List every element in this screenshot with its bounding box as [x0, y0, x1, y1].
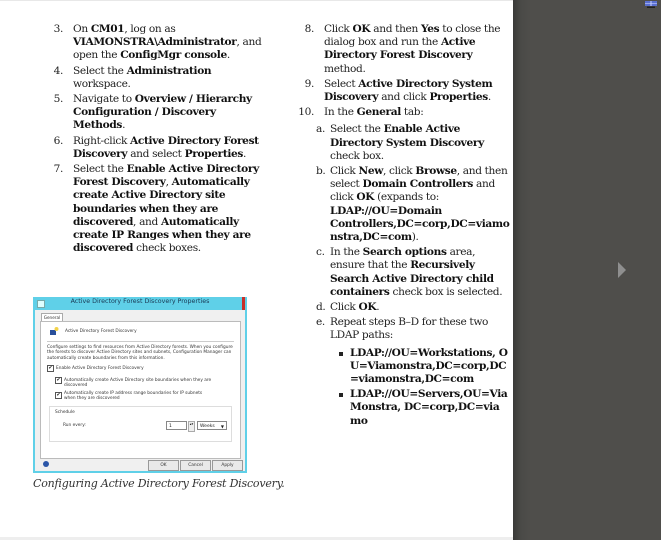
text: and then: [370, 23, 421, 35]
text: area, ensure that the: [330, 246, 476, 272]
text: .: [243, 147, 247, 160]
dialog-screenshot-figure: [33, 297, 247, 473]
text: (expands to:: [374, 191, 439, 204]
run-every-stepper: ▴▾: [188, 421, 195, 432]
step-number: 8.: [304, 23, 314, 35]
dialog-title-bar: [33, 297, 247, 310]
sub-step-letter: c.: [316, 246, 325, 259]
sub-step-item: [300, 246, 510, 299]
chevron-down-icon: ▼: [220, 424, 224, 429]
bold-text: Active Directory Forest Discovery: [324, 36, 476, 62]
text: .: [122, 119, 126, 132]
left-column-steps: [41, 23, 267, 257]
step-item: [41, 163, 267, 255]
text: check boxes.: [133, 242, 201, 255]
text: , and: [133, 215, 161, 228]
text: Navigate to: [73, 93, 135, 106]
ok-button: OK: [148, 460, 179, 471]
step-item: [282, 78, 510, 104]
bold-text: New: [358, 165, 384, 178]
divider: [47, 341, 234, 342]
bold-text: Enable Active Directory Forest Discovery: [73, 163, 259, 189]
step-number: 10.: [298, 106, 314, 119]
step-item: [41, 135, 267, 161]
step-item: [41, 65, 267, 91]
text: , click: [383, 165, 416, 178]
bold-text: Recursively Search Active Directory child containers: [330, 259, 494, 298]
sub-step-letter: d.: [316, 301, 326, 314]
ip-ranges-label: Automatically create IP address range boundaries for IP subnets when they are discovered: [64, 391, 203, 402]
site-boundaries-label: Automatically create Active Directory site boundaries when they are discovered: [64, 378, 212, 389]
text: and select: [127, 147, 185, 160]
bold-text: OK: [352, 23, 371, 35]
text: check box is selected.: [389, 285, 503, 298]
step-number: 5.: [53, 93, 63, 106]
text: to close the dialog box and run the: [324, 23, 501, 49]
help-icon: [43, 461, 49, 467]
text: Click: [330, 301, 359, 314]
text: Click: [324, 23, 353, 35]
dialog-body: [40, 321, 241, 459]
text: Repeat steps B–D for these two LDAP paths:: [330, 316, 489, 342]
dialog-description: Configure settings to find resources from Active Directory forests. When you configure the forests to discover Active Directory sites and subnets, Configuration Manager can automatically create boundaries from this information.: [47, 345, 233, 361]
text: and click: [378, 91, 430, 104]
ldap-path-list: [282, 347, 510, 428]
text: .: [226, 49, 230, 62]
text: method.: [324, 62, 366, 75]
bold-text: Browse: [415, 165, 457, 178]
apply-button: Apply: [212, 460, 243, 471]
bold-text: LDAP://OU=Domain Controllers,DC=corp,DC=viamonstra,DC=com: [330, 204, 510, 244]
dialog-heading: Active Directory Forest Discovery: [65, 329, 137, 334]
text: and click: [330, 178, 495, 204]
bold-text: Active Directory System Discovery: [324, 77, 493, 104]
view-mode-icon[interactable]: [645, 1, 657, 8]
bold-text: OK: [358, 301, 377, 314]
text: Select the: [73, 64, 127, 77]
text: .: [487, 91, 491, 104]
bold-text: Yes: [420, 23, 440, 35]
bold-text: ConfigMgr console: [120, 49, 227, 62]
schedule-group: [49, 406, 232, 442]
reader-side-panel: [513, 0, 661, 540]
text: .: [376, 301, 380, 314]
close-icon: [242, 297, 247, 310]
text: check box.: [330, 149, 384, 162]
bold-text: OK: [356, 191, 375, 204]
bold-text: Automatically create Active Directory site boundaries when they are discovered: [73, 176, 250, 228]
sub-step-item: [300, 123, 510, 163]
figure-caption: Configuring Active Directory Forest Discovery.: [33, 477, 285, 490]
step-item: [282, 106, 510, 428]
sub-step-letter: b.: [316, 165, 326, 178]
enable-forest-discovery-checkbox: ✔: [48, 365, 53, 371]
text: , log on as: [124, 23, 176, 35]
bold-text: Properties: [184, 147, 244, 160]
step-number: 4.: [53, 64, 63, 77]
tab-general: General: [41, 313, 63, 322]
text: In the: [324, 106, 357, 119]
text: Select the: [330, 123, 384, 136]
text: , and then select: [330, 165, 508, 191]
sub-step-item: [300, 316, 510, 342]
bold-text: Properties: [429, 91, 488, 104]
text: In the: [330, 246, 363, 259]
enable-forest-discovery-label: Enable Active Directory Forest Discovery: [56, 366, 144, 371]
run-every-unit-value: Weeks: [200, 424, 215, 429]
right-column-steps: [282, 23, 510, 430]
bold-text: Overview / Hierarchy Configuration / Discovery Methods: [73, 93, 252, 132]
forest-discovery-icon: [49, 327, 59, 336]
run-every-input: 1: [166, 421, 187, 430]
step-item: [41, 23, 267, 63]
bold-text: Domain Controllers: [362, 178, 474, 191]
text: workspace.: [73, 77, 131, 90]
sub-step-letter: e.: [316, 316, 325, 329]
sub-step-letter: a.: [316, 123, 325, 136]
step-number: 6.: [53, 134, 63, 147]
next-page-arrow-icon[interactable]: [618, 262, 626, 278]
site-boundaries-checkbox: ✔: [56, 377, 61, 383]
text: , and open the: [73, 36, 262, 62]
sub-step-list: [282, 123, 510, 427]
bold-text: VIAMONSTRA\Administrator: [73, 36, 237, 49]
text: Select the: [73, 163, 127, 176]
bold-text: Enable Active Directory System Discovery: [330, 123, 484, 149]
sub-step-item: [300, 165, 510, 244]
text: ,: [165, 176, 172, 189]
ip-ranges-checkbox: ✔: [56, 392, 61, 398]
sub-step-item: [300, 301, 510, 314]
run-every-unit-select: [197, 421, 227, 430]
bold-text: Active Directory Forest Discovery: [73, 134, 259, 160]
run-every-label: Run every:: [63, 423, 86, 428]
step-number: 7.: [53, 163, 63, 176]
step-item: [282, 23, 510, 76]
bold-text: CM01: [90, 23, 125, 35]
text: ).: [411, 231, 419, 244]
ldap-path-item: LDAP://OU=Servers,OU=ViaMonstra, DC=corp,DC=viamo: [340, 388, 510, 428]
cancel-button: Cancel: [180, 460, 211, 471]
step-number: 9.: [304, 77, 314, 90]
step-item: [41, 93, 267, 133]
bold-text: Automatically create IP Ranges when they are discovered: [73, 215, 251, 255]
schedule-label: Schedule: [55, 410, 75, 415]
text: Right-click: [73, 134, 131, 147]
step-number: 3.: [53, 23, 63, 35]
text: Click: [330, 165, 359, 178]
text: tab:: [400, 106, 424, 119]
text: On: [73, 23, 91, 35]
bold-text: Administration: [126, 64, 212, 77]
ldap-path-item: LDAP://OU=Workstations, OU=Viamonstra,DC=corp,DC=viamonstra,DC=com: [340, 347, 510, 387]
text: Select: [324, 77, 359, 90]
bold-text: General: [356, 106, 401, 119]
dialog-title: Active Directory Forest Discovery Properties: [70, 298, 210, 305]
bold-text: Search options: [362, 246, 447, 259]
